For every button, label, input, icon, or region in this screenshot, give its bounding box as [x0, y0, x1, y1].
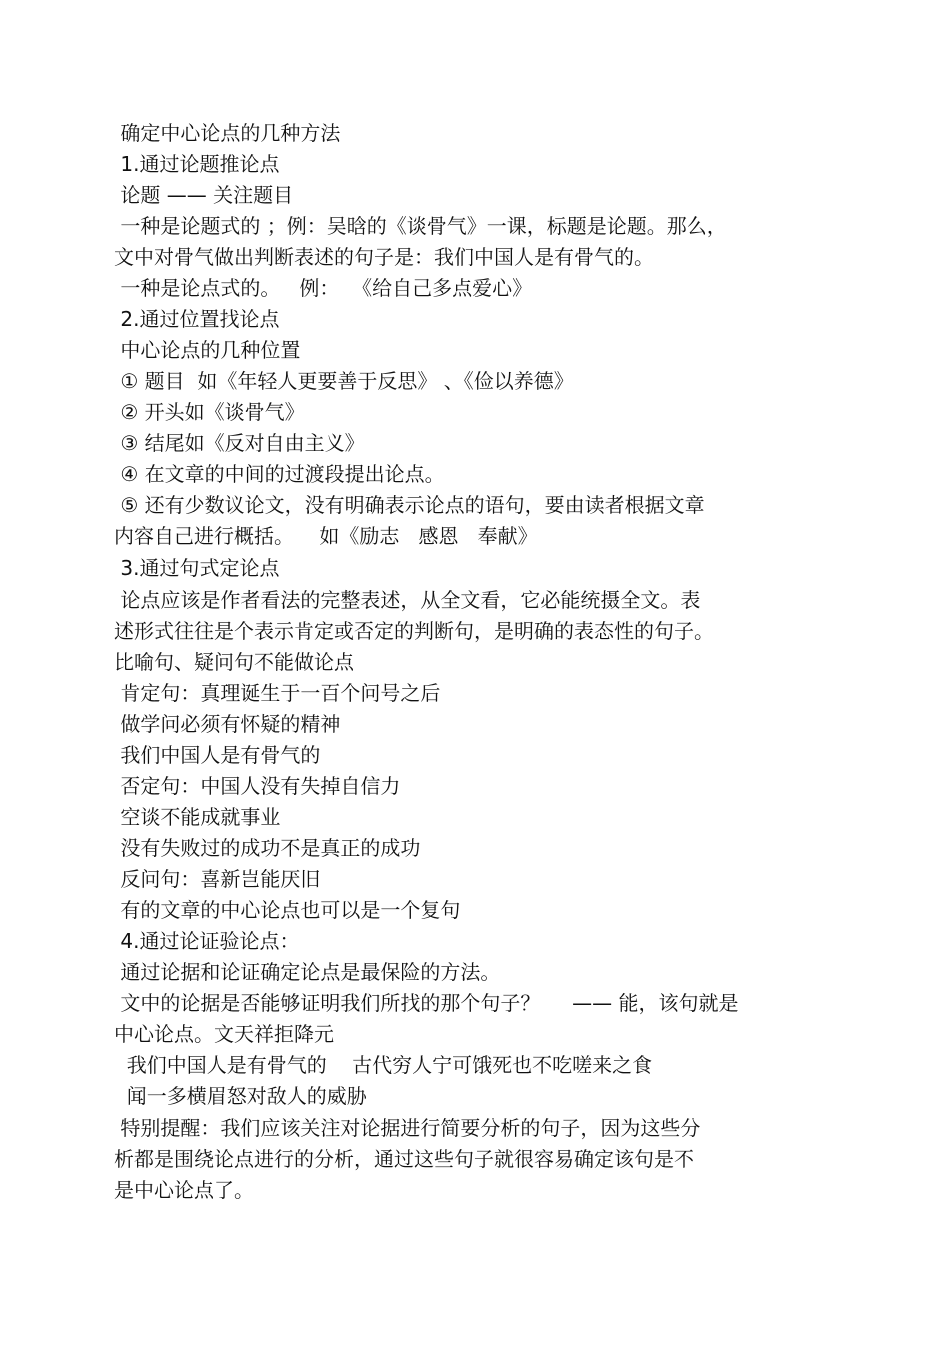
text-line: 肯定句：真理诞生于一百个问号之后 [114, 681, 441, 705]
text-line: 一种是论点式的。 例： 《给自己多点爱心》 [114, 276, 533, 300]
text-line: 有的文章的中心论点也可以是一个复句 [114, 898, 461, 922]
list-item: ① 题目 如《年轻人更要善于反思》 、《俭以养德》 [114, 369, 574, 393]
text-line: 我们中国人是有骨气的 [114, 743, 321, 767]
text-line: 空谈不能成就事业 [114, 805, 281, 829]
list-item: ③ 结尾如《反对自由主义》 [114, 431, 365, 455]
text-line: 否定句：中国人没有失掉自信力 [114, 774, 401, 798]
section-heading-2: 2.通过位置找论点 [114, 307, 280, 331]
text-line: 文中对骨气做出判断表述的句子是：我们中国人是有骨气的。 [114, 245, 654, 269]
text-line: 论题 —— 关注题目 [114, 183, 294, 207]
text-line: 闻一多横眉怒对敌人的威胁 [114, 1084, 367, 1108]
text-line: 一种是论题式的 ；例：吴晗的《谈骨气》一课，标题是论题。那么， [114, 214, 727, 238]
list-item: ⑤ 还有少数议论文，没有明确表示论点的语句，要由读者根据文章 [114, 493, 705, 517]
text-line: 中心论点的几种位置 [114, 338, 301, 362]
section-heading-1: 1.通过论题推论点 [114, 152, 280, 176]
text-line: 析都是围绕论点进行的分析，通过这些句子就很容易确定该句是不 [114, 1147, 694, 1171]
text-line: 通过论据和论证确定论点是最保险的方法。 [114, 960, 501, 984]
text-line: 论点应该是作者看法的完整表述，从全文看，它必能统摄全文。表 [114, 588, 701, 612]
text-line: 述形式往往是个表示肯定或否定的判断句，是明确的表态性的句子。 [114, 619, 714, 643]
section-heading-4: 4.通过论证验论点： [114, 929, 300, 953]
doc-title: 确定中心论点的几种方法 [114, 121, 341, 145]
list-item: ④ 在文章的中间的过渡段提出论点。 [114, 462, 445, 486]
section-heading-3: 3.通过句式定论点 [114, 556, 280, 580]
text-line: 比喻句、疑问句不能做论点 [114, 650, 354, 674]
list-item: ② 开头如《谈骨气》 [114, 400, 305, 424]
text-line: 做学问必须有怀疑的精神 [114, 712, 341, 736]
text-line: 没有失败过的成功不是真正的成功 [114, 836, 421, 860]
text-line: 中心论点。文天祥拒降元 [114, 1022, 334, 1046]
text-line: 反问句：喜新岂能厌旧 [114, 867, 321, 891]
text-line: 文中的论据是否能够证明我们所找的那个句子？ —— 能，该句就是 [114, 991, 739, 1015]
text-line: 内容自己进行概括。 如《励志 感恩 奉献》 [114, 524, 538, 548]
text-line: 是中心论点了。 [114, 1178, 254, 1202]
text-line: 我们中国人是有骨气的 古代穷人宁可饿死也不吃嗟来之食 [114, 1053, 653, 1077]
text-line: 特别提醒：我们应该关注对论据进行简要分析的句子，因为这些分 [114, 1116, 701, 1140]
